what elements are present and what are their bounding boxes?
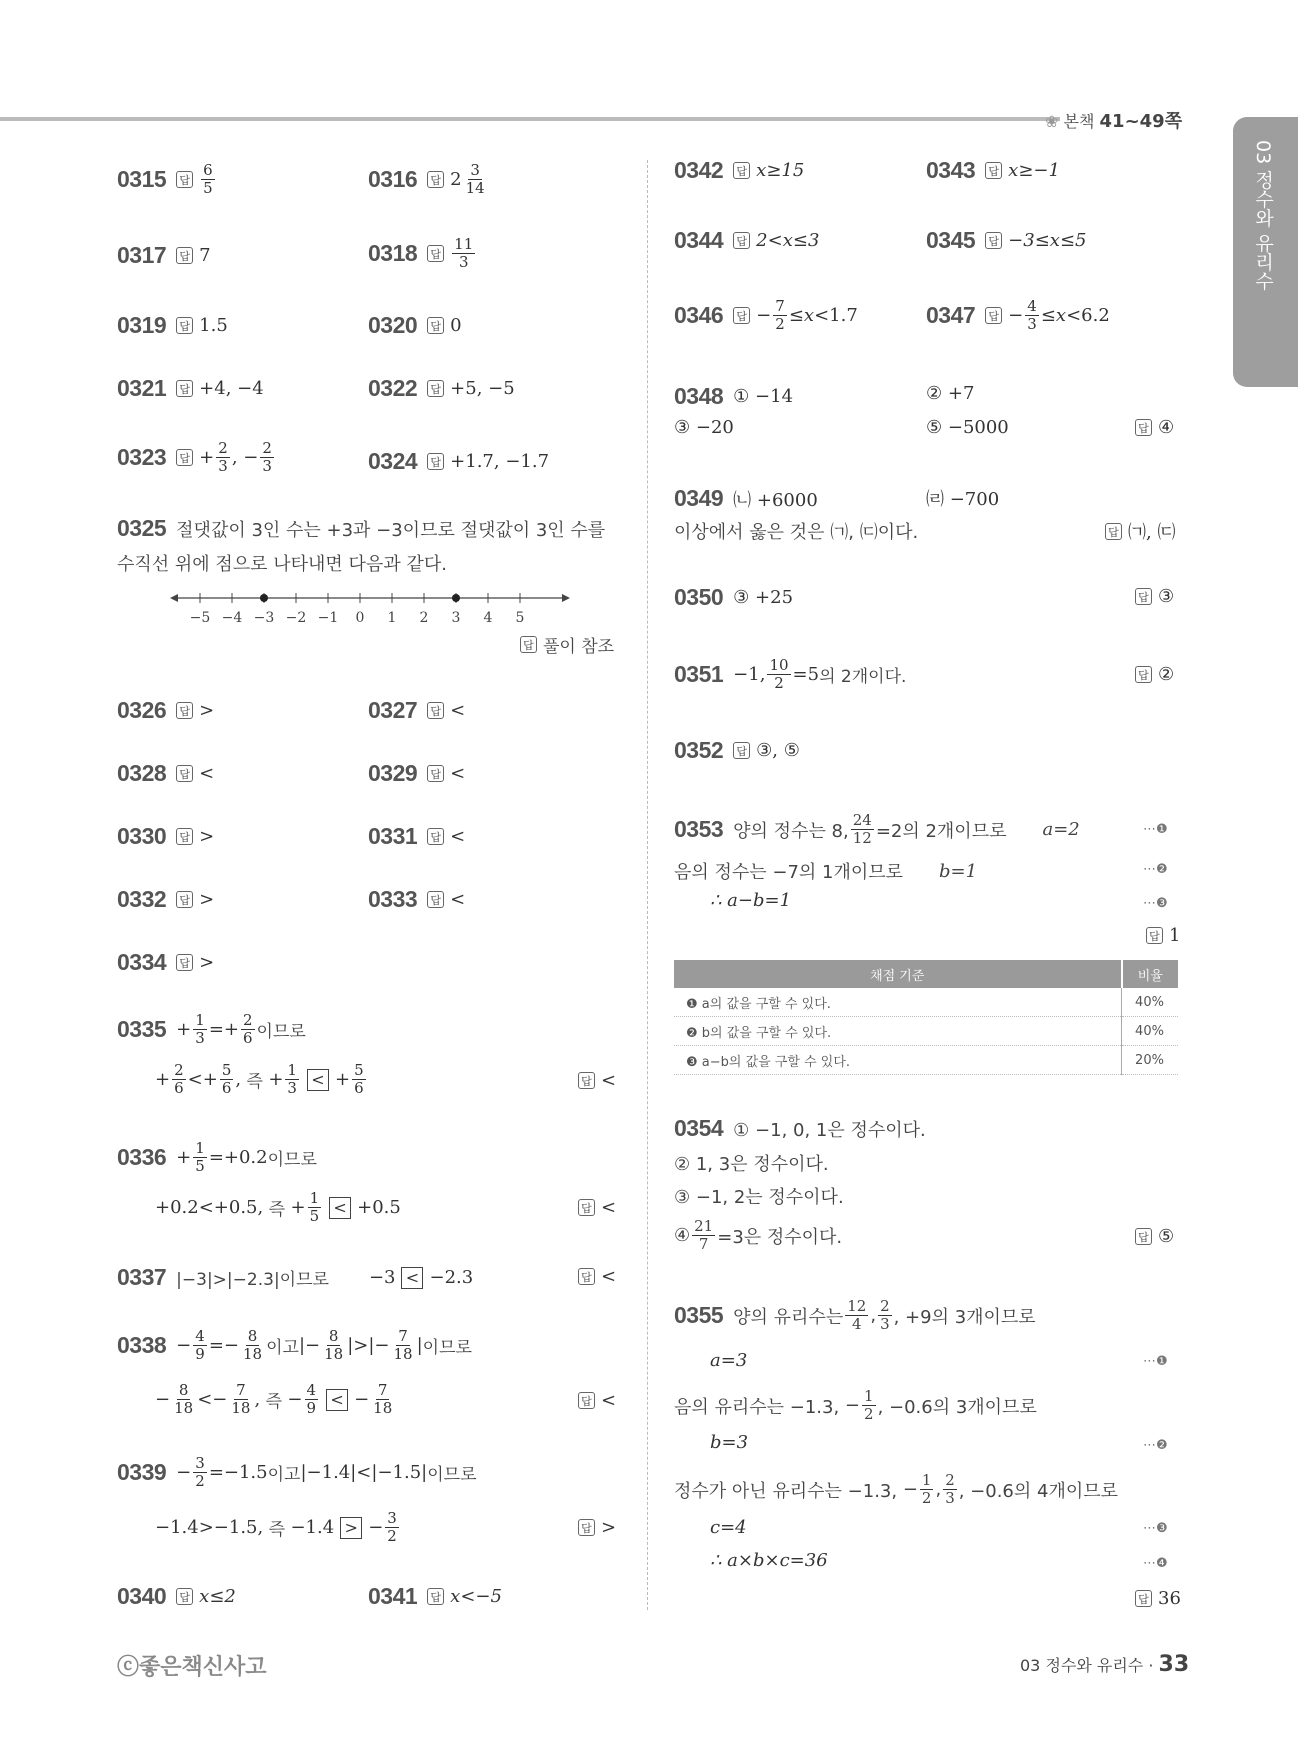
problem-0349: 0349 ㈁ +6000 bbox=[674, 485, 818, 511]
problem-0317: 0317 답 7 bbox=[117, 242, 211, 268]
problem-0354: 0354 ① −1, 0, 1은 정수이다. bbox=[674, 1115, 926, 1141]
step-marker-3: ⋯❸ bbox=[1143, 896, 1168, 911]
problem-0353-line2: 음의 정수는 −7의 1개이므로 b=1 bbox=[674, 860, 978, 883]
problem-0355-b: b=3 bbox=[710, 1432, 749, 1453]
step-marker-3: ⋯❸ bbox=[1143, 1521, 1168, 1536]
answer-0337: 답 < bbox=[578, 1266, 616, 1287]
number-line-label: 3 bbox=[451, 610, 461, 626]
page-reference: ❀ 본책 41~49쪽 bbox=[1045, 111, 1183, 132]
problem-0347: 0347 답 − $\frac{4}{3}$ ≤ x <6.2 bbox=[926, 297, 1110, 333]
problem-0328: 0328 답 < bbox=[117, 760, 215, 786]
number-line-label: −1 bbox=[317, 610, 339, 626]
answer-0350: 답 ③ bbox=[1135, 586, 1174, 607]
problem-0349-opt: ㈃ −700 bbox=[926, 489, 1000, 510]
table-row: ❷ b의 값을 구할 수 있다. 40% bbox=[674, 1017, 1178, 1046]
problem-0321: 0321 답 +4, −4 bbox=[117, 375, 264, 401]
number-line-point bbox=[452, 594, 460, 602]
answer-0335: 답 < bbox=[578, 1070, 616, 1091]
problem-0335: 0335 + $\frac{1}{3}$ =+ $\frac{2}{6}$ 이므로 bbox=[117, 1011, 306, 1047]
number-line-label: 2 bbox=[419, 610, 429, 626]
problem-0344: 0344 답 2<x≤3 bbox=[674, 227, 820, 253]
problem-0339: 0339 − $\frac{3}{2}$ =−1.5 이고 |−1.4|<|−1.5| 이므로 bbox=[117, 1454, 477, 1490]
problem-0348-opt5: ⑤ −5000 bbox=[926, 417, 1009, 438]
problem-0350: 0350 ③ +25 bbox=[674, 584, 794, 610]
answer-0336: 답 < bbox=[578, 1197, 616, 1218]
answer-0348: 답 ④ bbox=[1135, 417, 1174, 438]
answer-0349: 답 ㈀, ㈂ bbox=[1105, 518, 1175, 544]
problem-0332: 0332 답 > bbox=[117, 886, 215, 912]
number-line-label: 1 bbox=[387, 610, 397, 626]
number-line-label: −5 bbox=[189, 610, 211, 626]
answer-0353: 답 1 bbox=[1146, 925, 1180, 946]
problem-0355-line3: 정수가 아닌 유리수는 −1.3, − $\frac{1}{2}$ , $\frac{2}{3}$ , −0.6의 4개이므로 bbox=[674, 1471, 1118, 1507]
grading-criteria-table bbox=[674, 960, 1178, 1075]
problem-0316: 0316 답 2 $\frac{3}{14}$ bbox=[368, 161, 485, 197]
problem-0320: 0320 답 0 bbox=[368, 312, 462, 338]
problem-0345: 0345 답 −3≤x≤5 bbox=[926, 227, 1087, 253]
answer-0325: 답 풀이 참조 bbox=[520, 632, 614, 657]
problem-0354-opt3: ③ −1, 2는 정수이다. bbox=[674, 1187, 844, 1208]
answer-0355: 답 36 bbox=[1135, 1588, 1181, 1609]
number-line-label: 5 bbox=[515, 610, 525, 626]
chapter-tab-label: 03 정수와 유리수 bbox=[1252, 140, 1274, 291]
step-marker-1: ⋯❶ bbox=[1143, 822, 1168, 837]
problem-0338: 0338 − $\frac{4}{9}$ =− $\frac{8}{18}$ 이고 |− $\frac{8}{18}$ |>|− $\frac{7}{18}$ | 이므로 bbox=[117, 1327, 472, 1363]
problem-0326: 0326 답 > bbox=[117, 697, 215, 723]
problem-0336-line2: +0.2<+0.5, 즉 + $\frac{1}{5}$ < +0.5 bbox=[155, 1189, 401, 1225]
problem-0348: 0348 ① −14 bbox=[674, 383, 794, 409]
problem-0331: 0331 답 < bbox=[368, 823, 466, 849]
publisher-logo: ⓒ좋은책신사고 bbox=[117, 1655, 267, 1680]
problem-0338-line2: − $\frac{8}{18}$ <− $\frac{7}{18}$ , 즉 − $\frac{4}{9}$ < − $\frac{7}{18}$ bbox=[155, 1381, 393, 1417]
problem-0348-opt3: ③ −20 bbox=[674, 417, 734, 438]
problem-0327: 0327 답 < bbox=[368, 697, 466, 723]
criteria-header: 채점 기준 bbox=[674, 960, 1122, 988]
problem-0334: 0334 답 > bbox=[117, 949, 215, 975]
problem-0336: 0336 + $\frac{1}{5}$ =+0.2 이므로 bbox=[117, 1139, 317, 1175]
problem-0349-conclusion: 이상에서 옳은 것은 ㈀, ㈂이다. bbox=[674, 522, 919, 543]
footer-chapter: 03 정수와 유리수 · 33 bbox=[1020, 1652, 1190, 1677]
answer-0339: 답 > bbox=[578, 1517, 616, 1538]
problem-0325: 0325 절댓값이 3인 수는 +3과 −3이므로 절댓값이 3인 수를 bbox=[117, 515, 606, 541]
problem-0322: 0322 답 +5, −5 bbox=[368, 375, 515, 401]
problem-0330: 0330 답 > bbox=[117, 823, 215, 849]
problem-0354-opt4: ④ $\frac{21}{7}$ =3은 정수이다. bbox=[674, 1217, 843, 1253]
problem-0355-result: ∴ a×b×c=36 bbox=[710, 1550, 828, 1571]
problem-0343: 0343 답 x≥−1 bbox=[926, 157, 1060, 183]
answer-0338: 답 < bbox=[578, 1390, 616, 1411]
problem-0355-a: a=3 bbox=[710, 1350, 748, 1371]
step-marker-2: ⋯❷ bbox=[1143, 1438, 1168, 1453]
number-line-label: −2 bbox=[285, 610, 307, 626]
page-number: 33 bbox=[1158, 1652, 1190, 1677]
problem-0355: 0355 양의 유리수는 $\frac{12}{4}$ , $\frac{2}{3}$ , +9의 3개이므로 bbox=[674, 1297, 1036, 1333]
column-divider bbox=[647, 160, 648, 1610]
step-marker-4: ⋯❹ bbox=[1143, 1556, 1168, 1571]
problem-0337: 0337 |−3|>|−2.3|이므로 −3 < −2.3 bbox=[117, 1264, 474, 1290]
table-row: ❸ a−b의 값을 구할 수 있다. 20% bbox=[674, 1046, 1178, 1075]
step-marker-2: ⋯❷ bbox=[1143, 862, 1168, 877]
problem-0319: 0319 답 1.5 bbox=[117, 312, 228, 338]
answer-0354: 답 ⑤ bbox=[1135, 1226, 1174, 1247]
number-line-point bbox=[260, 594, 268, 602]
number-line-label: 0 bbox=[355, 610, 365, 626]
step-marker-1: ⋯❶ bbox=[1143, 1354, 1168, 1369]
problem-0315: 0315 답 $\frac{6}{5}$ bbox=[117, 161, 213, 197]
problem-0342: 0342 답 x≥15 bbox=[674, 157, 805, 183]
problem-0352: 0352 답 ③, ⑤ bbox=[674, 737, 800, 763]
answer-0351: 답 ② bbox=[1135, 664, 1174, 685]
flower-icon: ❀ bbox=[1045, 112, 1059, 131]
problem-0353: 0353 양의 정수는 8, $\frac{24}{12}$ =2의 2개이므로 a=2 bbox=[674, 811, 1080, 847]
problem-0346: 0346 답 − $\frac{7}{2}$ ≤ x <1.7 bbox=[674, 297, 858, 333]
problem-0340: 0340 답 x≤2 bbox=[117, 1583, 236, 1609]
problem-0351: 0351 −1, $\frac{10}{2}$ =5 의 2개이다. bbox=[674, 656, 907, 692]
number-line-label: 4 bbox=[483, 610, 493, 626]
ratio-header: 비율 bbox=[1122, 960, 1179, 988]
problem-0348-opt2: ② +7 bbox=[926, 383, 975, 404]
problem-0324: 0324 답 +1.7, −1.7 bbox=[368, 448, 550, 474]
header-rule bbox=[0, 117, 1060, 121]
problem-0339-line2: −1.4>−1.5, 즉 −1.4 > − $\frac{3}{2}$ bbox=[155, 1509, 397, 1545]
problem-0341: 0341 답 x<−5 bbox=[368, 1583, 502, 1609]
problem-0355-line2: 음의 유리수는 −1.3, − $\frac{1}{2}$ , −0.6의 3개이므로 bbox=[674, 1387, 1037, 1423]
number-line-label: −4 bbox=[221, 610, 243, 626]
problem-0329: 0329 답 < bbox=[368, 760, 466, 786]
number-line-label: −3 bbox=[253, 610, 275, 626]
problem-0355-c: c=4 bbox=[710, 1517, 747, 1538]
table-row: ❶ a의 값을 구할 수 있다. 40% bbox=[674, 988, 1178, 1017]
problem-0325-line2: 수직선 위에 점으로 나타내면 다음과 같다. bbox=[117, 554, 447, 575]
problem-0354-opt2: ② 1, 3은 정수이다. bbox=[674, 1154, 829, 1175]
number-line bbox=[170, 588, 570, 628]
problem-0335-line2: + $\frac{2}{6}$ <+ $\frac{5}{6}$ , 즉 + $\frac{1}{3}$ < + $\frac{5}{6}$ bbox=[155, 1061, 364, 1097]
problem-0323: 0323 답 + $\frac{2}{3}$ , − $\frac{2}{3}$ bbox=[117, 439, 272, 475]
problem-0318: 0318 답 $\frac{11}{3}$ bbox=[368, 235, 474, 271]
problem-0353-line3: ∴ a−b=1 bbox=[710, 890, 792, 911]
problem-0333: 0333 답 < bbox=[368, 886, 466, 912]
